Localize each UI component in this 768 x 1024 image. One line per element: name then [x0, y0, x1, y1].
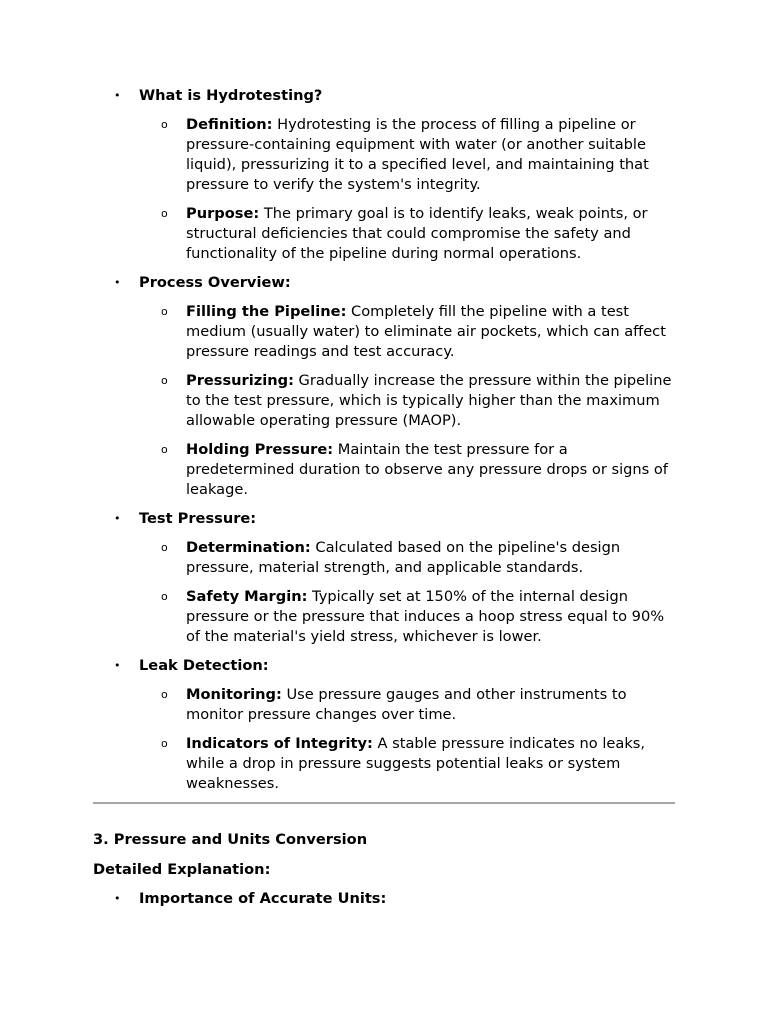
- topic-heading: Leak Detection:: [139, 657, 269, 674]
- sub-bullet-marker: o: [161, 207, 168, 220]
- topic-heading: Test Pressure:: [139, 510, 257, 527]
- subitem-term: Indicators of Integrity:: [186, 735, 373, 752]
- topic-heading: Importance of Accurate Units:: [139, 890, 387, 907]
- subitem: [139, 302, 676, 362]
- topic-item: [93, 509, 676, 647]
- subitem-term: Monitoring:: [186, 686, 282, 703]
- section-title: 3. Pressure and Units Conversion: [93, 831, 368, 848]
- sub-bullet-marker: o: [161, 541, 168, 554]
- subitem-term: Pressurizing:: [186, 372, 294, 389]
- sub-bullet-marker: o: [161, 305, 168, 318]
- sub-bullet-marker: o: [161, 688, 168, 701]
- bullet-marker: •: [114, 276, 121, 289]
- subitem-text: Calculated based on the pipeline's design pressure, material strength, and applicable standards.: [186, 539, 621, 576]
- subitem: [139, 587, 676, 647]
- topic-item: [93, 656, 676, 794]
- subitem-text: A stable pressure indicates no leaks, while a drop in pressure suggests potential leaks or system weaknesses.: [186, 735, 646, 792]
- horizontal-divider: [93, 802, 675, 804]
- subitem: [139, 440, 676, 500]
- topic-heading: What is Hydrotesting?: [139, 87, 323, 104]
- subitem-term: Filling the Pipeline:: [186, 303, 347, 320]
- subitem-text: Gradually increase the pressure within the pipeline to the test pressure, which is typically higher than the maximum allowable operating pressure (MAOP).: [186, 372, 672, 429]
- subitem-text: Use pressure gauges and other instruments to monitor pressure changes over time.: [186, 686, 627, 723]
- topic-list: [93, 86, 676, 794]
- bullet-marker: •: [114, 89, 121, 102]
- subitem: [139, 734, 676, 794]
- subitem: [139, 204, 676, 264]
- sub-bullet-marker: o: [161, 590, 168, 603]
- sub-bullet-marker: o: [161, 737, 168, 750]
- sub-bullet-marker: o: [161, 443, 168, 456]
- section-topic-list: [93, 889, 676, 909]
- bullet-marker: •: [114, 659, 121, 672]
- subitem: [139, 371, 676, 431]
- subitem-text: The primary goal is to identify leaks, weak points, or structural deficiencies that could compromise the safety and functionality of the pipeline during normal operations.: [186, 205, 648, 262]
- subitem: [139, 115, 676, 195]
- section-subtitle: Detailed Explanation:: [93, 861, 271, 878]
- subitem-term: Definition:: [186, 116, 273, 133]
- subitem-list: [139, 538, 676, 647]
- document-body: [93, 86, 676, 803]
- subitem-term: Holding Pressure:: [186, 441, 334, 458]
- topic-item: [93, 273, 676, 500]
- topic-item: [93, 86, 676, 264]
- subitem-list: [139, 115, 676, 264]
- subitem-text: Completely fill the pipeline with a test medium (usually water) to eliminate air pockets, which can affect pressure readings and test accuracy.: [186, 303, 666, 360]
- section-block: [93, 830, 676, 918]
- sub-bullet-marker: o: [161, 374, 168, 387]
- subitem-text: Typically set at 150% of the internal design pressure or the pressure that induces a hoop stress equal to 90% of the material's yield stress, whichever is lower.: [186, 588, 665, 645]
- topic-item: [93, 889, 676, 909]
- subitem-list: [139, 302, 676, 500]
- subitem-term: Safety Margin:: [186, 588, 308, 605]
- subitem-list: [139, 685, 676, 794]
- topic-heading: Process Overview:: [139, 274, 291, 291]
- bullet-marker: •: [114, 512, 121, 525]
- subitem-text: Hydrotesting is the process of filling a pipeline or pressure-containing equipment with water (or another suitable liquid), pressurizing it to a specified level, and maintaining that pressure to verify the system's integrity.: [186, 116, 649, 193]
- subitem: [139, 685, 676, 725]
- subitem: [139, 538, 676, 578]
- subitem-term: Determination:: [186, 539, 311, 556]
- sub-bullet-marker: o: [161, 118, 168, 131]
- subitem-term: Purpose:: [186, 205, 260, 222]
- subitem-text: Maintain the test pressure for a predetermined duration to observe any pressure drops or signs of leakage.: [186, 441, 668, 498]
- bullet-marker: •: [114, 892, 121, 905]
